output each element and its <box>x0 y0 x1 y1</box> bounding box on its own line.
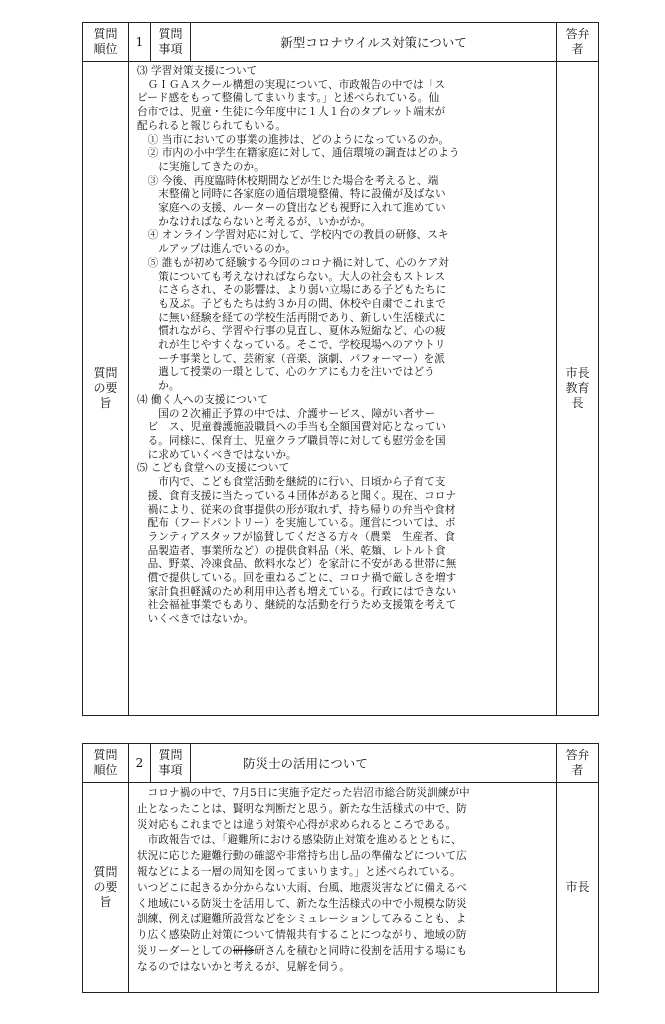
summary-line: 社会福祉事業でもあり、継続的な活動を行うため支援策を考えて <box>137 599 457 612</box>
summary-line: 末整備と同時に各家庭の通信環境整備、特に設備が及ばない <box>137 188 446 201</box>
summary-line: 品製造者、事業所など）の提供食料品（米、乾麺、レトルト食 <box>137 544 446 557</box>
summary-line: ④ オンライン学習対応に対して、学校内での教員の研修、スキ <box>137 229 449 242</box>
summary-line: 災対応もこれまでとは違う対策や心得が求められるところである。 <box>137 818 457 831</box>
question-number: 1 <box>129 23 151 62</box>
responder-name: 市長 <box>557 783 599 993</box>
summary-line-part: 災リーダーとしての <box>137 944 233 957</box>
summary-line: く地域にいる防災士を活用して、新たな生活様式の中で小規模な防災 <box>137 897 467 910</box>
summary-line: に実施してきたのか。 <box>137 160 265 173</box>
summary-line: ③ 今後、再度臨時休校期間などが生じた場合を考えると、端 <box>137 174 439 187</box>
rank-label: 質問 順位 <box>83 23 129 62</box>
summary-line: なるのではないかと考えるが、見解を伺う。 <box>137 960 350 973</box>
summary-line: ① 当市においての事業の進捗は、どのようになっているのか。 <box>137 133 450 146</box>
question-summary-text <box>129 62 557 716</box>
summary-line: 家庭への支援、ルーターの貸出なども視野に入れて進めてい <box>137 202 446 215</box>
question-title: 新型コロナウイルス対策について <box>191 23 557 62</box>
struck-text: 研修 <box>232 944 255 957</box>
question-table-2 <box>82 743 599 993</box>
question-table-1 <box>82 22 599 716</box>
question-body-row <box>83 62 599 716</box>
question-header-row <box>83 744 599 783</box>
summary-line: 状況に応じた避難行動の確認や非常持ち出し品の準備などについて広 <box>137 850 467 863</box>
summary-line: り広く感染防止対策について情報共有することにつながり、地域の防 <box>137 929 467 942</box>
summary-line: いつどこに起きるか分からない大雨、台風、地震災害などに備えるべ <box>137 881 467 894</box>
subject-label: 質問 事項 <box>151 744 191 783</box>
summary-line: 台市では、児童・生徒に今年度中に１人１台のタブレット端末が <box>137 106 446 119</box>
summary-line: 市政報告では、「避難所における感染防止対策を進めるとともに、 <box>137 834 462 847</box>
summary-line: ② 市内の小中学生在籍家庭に対して、通信環境の調査はどのよう <box>137 147 460 160</box>
question-number: 2 <box>129 744 151 783</box>
summary-line: 配布（フードパントリー）を実施している。運営については、ボ <box>137 517 456 530</box>
summary-line: も及ぶ。子どもたちは約３か月の間、休校や自粛でこれまで <box>137 297 446 310</box>
summary-line: ルアップは進んでいるのか。 <box>137 243 296 256</box>
summary-line: いくべきではないか。 <box>137 613 255 626</box>
summary-line: 品、野菜、冷凍食品、飲料水など）を家計に不安がある世帯に無 <box>137 558 457 571</box>
summary-line: ピード感をもって整備してまいります。」と述べられている。仙 <box>137 92 440 105</box>
summary-line: ⑤ 誰もが初めて経験する今回のコロナ禍に対して、心のケア対 <box>137 256 449 269</box>
question-header-row <box>83 23 599 62</box>
summary-line: 慣れながら、学習や行事の見直し、夏休み短縮など、心の疲 <box>137 325 446 338</box>
summary-line-part: 研さんを積むと同時に役割を活用する場にも <box>254 944 467 957</box>
summary-line: にさらされ、その影響は、より弱い立場にある子どもたちに <box>137 284 447 297</box>
summary-line: ーチ事業として、芸術家（音楽、演劇、パフォーマー）を派 <box>137 352 445 365</box>
summary-line: れが生じやすくなっている。そこで、学校現場へのアウトリ <box>137 339 446 352</box>
summary-line: ビ ス、児童養護施設職員への手当も全額国費対応となってい <box>137 421 446 434</box>
summary-line: 訓練、例えば避難所設営などをシミュレーションしてみることも、よ <box>137 913 467 926</box>
rank-label: 質問 順位 <box>83 744 129 783</box>
summary-label: 質問 の要 旨 <box>83 62 129 716</box>
summary-line <box>137 944 550 960</box>
summary-line: 止となったことは、賢明な判断だと思う。新たな生活様式の中で、防 <box>137 802 467 815</box>
summary-line: ⑶ 学習対策支援について <box>137 65 258 77</box>
summary-line: コロナ禍の中で、7月5日に実施予定だった岩沼市総合防災訓練が中 <box>137 787 470 799</box>
summary-line: 遣して授業の一環として、心のケアにも力を注いではどう <box>137 366 435 379</box>
summary-line: 策についても考えなければならない。大人の社会もストレス <box>137 270 446 283</box>
summary-line: 禍により、従来の食事提供の形が取れず、持ち帰りの弁当や食材 <box>137 503 456 516</box>
summary-line: ⑸ こども食堂への支援について <box>137 462 290 475</box>
responder-label: 答弁 者 <box>557 23 599 62</box>
summary-line: に無い経験を経ての学校生活再開であり、新しい生活様式に <box>137 311 446 324</box>
question-summary-text <box>129 783 557 993</box>
summary-line: る。同様に、保育士、児童クラブ職員等に対しても慰労金を国 <box>137 434 446 447</box>
summary-line: 国の２次補正予算の中では、介護サービス、障がい者サー <box>137 407 436 420</box>
summary-line: 報などによる一層の周知を図ってまいります。」と述べられている。 <box>137 865 461 878</box>
summary-line: に求めていくべきではないか。 <box>137 448 297 461</box>
subject-label: 質問 事項 <box>151 23 191 62</box>
question-title: 防災士の活用について <box>191 744 557 783</box>
responder-name: 市長 教育 長 <box>557 62 599 716</box>
responder-label: 答弁 者 <box>557 744 599 783</box>
summary-line: ＧＩＧＡスクール構想の実現について、市政報告の中では「ス <box>137 78 446 91</box>
summary-line: 家計負担軽減のため利用申込者も増えている。行政にはできない <box>137 585 457 598</box>
summary-line: 援、食育支援に当たっている４団体があると聞く。現在、コロナ <box>137 489 457 502</box>
summary-line: かなければならないと考えるが、いかがか。 <box>137 215 372 228</box>
summary-line: 償で提供している。回を重ねるごとに、コロナ禍で厳しさを増す <box>137 572 457 585</box>
summary-line: か。 <box>137 380 180 393</box>
summary-line: 配られると報じられてもいる。 <box>137 119 287 132</box>
question-body-row <box>83 783 599 993</box>
summary-line: ランティアスタッフが協賛してくださる方々（農業 生産者、食 <box>137 530 456 543</box>
summary-line: 市内で、こども食堂活動を継続的に行い、日頃から子育て支 <box>137 476 446 489</box>
summary-line: ⑷ 働く人への支援について <box>137 393 268 406</box>
summary-label: 質問 の要 旨 <box>83 783 129 993</box>
